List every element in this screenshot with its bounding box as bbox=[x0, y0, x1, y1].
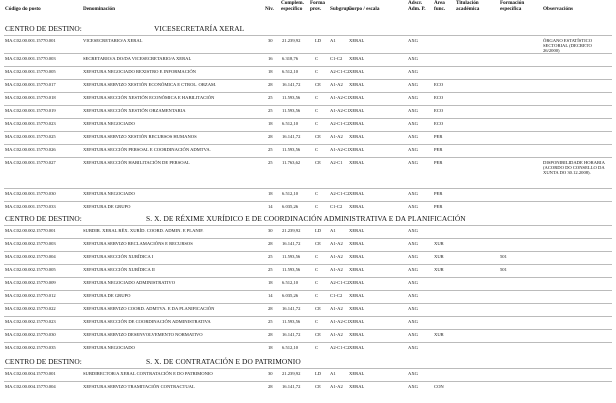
cell-name: XEFATURA SERVIZO XESTIÓN ECONÓMICA E CTROL. ORZAM. bbox=[83, 82, 217, 87]
cell-niv: 25 bbox=[268, 108, 273, 113]
column-header-form: Formación específica bbox=[500, 0, 525, 12]
cell-sub: A2-C1-C2 bbox=[330, 191, 350, 196]
cell-adscr: AXG bbox=[408, 293, 418, 298]
column-header-tit: Titulación académica bbox=[456, 0, 480, 12]
cell-adscr: AXG bbox=[408, 267, 418, 272]
cell-code: MA.C02.00.001.15770.001 bbox=[5, 38, 56, 43]
cell-code: MA.C02.00.002.15770.035 bbox=[5, 345, 56, 350]
cell-niv: 16 bbox=[268, 56, 273, 61]
section-title bbox=[4, 355, 612, 368]
cell-corpo: XERAL bbox=[349, 108, 365, 113]
cell-comp: 6.035,26 bbox=[282, 204, 299, 209]
table-row bbox=[4, 303, 612, 316]
cell-niv: 30 bbox=[268, 38, 273, 43]
cell-adscr: AXG bbox=[408, 371, 418, 376]
cell-name: XEFATURA SECCIÓN XURÍDICA II bbox=[83, 267, 155, 272]
cell-sub: A1-A2 bbox=[330, 134, 343, 139]
column-header-comp: Complem. específico bbox=[281, 0, 304, 12]
cell-area: ECO bbox=[434, 82, 444, 87]
cell-corpo: XERAL bbox=[349, 95, 365, 100]
cell-forma: CE bbox=[315, 241, 321, 246]
cell-sub: A1-A2 bbox=[330, 306, 343, 311]
cell-form: 501 bbox=[500, 254, 507, 259]
cell-code: MA.C02.00.001.15770.005 bbox=[5, 69, 56, 74]
cell-forma: CE bbox=[315, 332, 321, 337]
cell-forma: CE bbox=[315, 134, 321, 139]
section-title bbox=[4, 22, 612, 35]
section-name: S. X. DE RÉXIME XURÍDICO E DE COORDINACIÓN ADMINISTRATIVA E DA PLANIFICACIÓN bbox=[146, 214, 466, 223]
cell-forma: C bbox=[315, 147, 319, 152]
cell-obs: ÓRGANO ESTATÍSTICO SECTORIAL (DECRETO 26/2000) bbox=[543, 38, 593, 53]
cell-sub: A1 bbox=[330, 228, 336, 233]
cell-niv: 25 bbox=[268, 147, 273, 152]
cell-area: ECO bbox=[434, 121, 444, 126]
cell-code: MA.C02.00.004.15770.004 bbox=[5, 384, 56, 389]
cell-comp: 6.512,10 bbox=[282, 69, 299, 74]
cell-corpo: XERAL bbox=[349, 267, 365, 272]
cell-corpo: XERAL bbox=[349, 147, 365, 152]
cell-comp: 11.593,56 bbox=[282, 254, 301, 259]
table-row bbox=[4, 329, 612, 342]
cell-code: MA.C02.00.001.15770.030 bbox=[5, 191, 56, 196]
cell-code: MA.C02.00.001.15770.023 bbox=[5, 121, 56, 126]
cell-code: MA.C02.00.002.15770.009 bbox=[5, 280, 56, 285]
cell-area: XUR bbox=[434, 332, 444, 337]
table-row bbox=[4, 368, 612, 381]
cell-corpo: XERAL bbox=[349, 204, 365, 209]
cell-code: MA.C02.00.001.15770.026 bbox=[5, 147, 56, 152]
cell-adscr: AXG bbox=[408, 147, 418, 152]
table-row bbox=[4, 264, 612, 277]
cell-code: MA.C02.00.001.15770.027 bbox=[5, 160, 56, 165]
cell-adscr: AXG bbox=[408, 108, 418, 113]
cell-forma: C bbox=[315, 254, 319, 259]
cell-niv: 18 bbox=[268, 69, 273, 74]
cell-name: XEFATURA SERVIZO COORD. ADMTVA. E DA PLANIFICACIÓN bbox=[83, 306, 215, 311]
column-header-area: Área func. bbox=[434, 0, 446, 12]
cell-name: XEFATURA SECCIÓN XESTIÓN ORZAMENTARIA bbox=[83, 108, 186, 113]
cell-niv: 14 bbox=[268, 293, 273, 298]
cell-corpo: XERAL bbox=[349, 371, 365, 376]
cell-adscr: AXG bbox=[408, 280, 418, 285]
cell-name: XEFATURA NEGOCIADO bbox=[83, 345, 135, 350]
cell-adscr: AXG bbox=[408, 204, 418, 209]
cell-sub: A1-A2 bbox=[330, 384, 343, 389]
cell-forma: CE bbox=[315, 160, 321, 165]
table-row bbox=[4, 157, 612, 188]
cell-corpo: XERAL bbox=[349, 345, 365, 350]
section-name: S. X. DE CONTRATACIÓN E DO PATRIMONIO bbox=[146, 357, 301, 366]
cell-corpo: XERAL bbox=[349, 38, 365, 43]
cell-adscr: AXG bbox=[408, 191, 418, 196]
cell-name: XEFATURA SECCIÓN PERSOAL E COORDINACIÓN ADMTVA. bbox=[83, 147, 211, 152]
column-header-forma: Forma prov. bbox=[310, 0, 325, 12]
cell-comp: 6.318,76 bbox=[282, 56, 299, 61]
column-header-adscr: Adscr. Adm. P. bbox=[408, 0, 426, 12]
cell-adscr: AXG bbox=[408, 95, 418, 100]
cell-adscr: AXG bbox=[408, 332, 418, 337]
cell-sub: A2-C1 bbox=[330, 160, 343, 165]
cell-comp: 16.141,72 bbox=[282, 306, 301, 311]
section-label: CENTRO DE DESTINO: bbox=[5, 214, 82, 223]
cell-code: MA.C02.00.001.15770.033 bbox=[5, 204, 56, 209]
cell-niv: 28 bbox=[268, 384, 273, 389]
cell-corpo: XERAL bbox=[349, 56, 365, 61]
cell-corpo: XERAL bbox=[349, 228, 365, 233]
column-header-obs: Observacións bbox=[543, 6, 573, 12]
cell-area: PER bbox=[434, 134, 443, 139]
cell-corpo: XERAL bbox=[349, 280, 365, 285]
cell-corpo: XERAL bbox=[349, 241, 365, 246]
cell-comp: 16.141,72 bbox=[282, 82, 301, 87]
cell-adscr: AXG bbox=[408, 38, 418, 43]
cell-corpo: XERAL bbox=[349, 160, 365, 165]
cell-corpo: XERAL bbox=[349, 82, 365, 87]
cell-corpo: XERAL bbox=[349, 134, 365, 139]
cell-sub: A2-C1-C2 bbox=[330, 69, 350, 74]
cell-name: XEFATURA SERVIZO TRAMITACIÓN CONTRACTUAL bbox=[83, 384, 195, 389]
cell-niv: 18 bbox=[268, 121, 273, 126]
cell-name: XEFATURA NEGOCIADO REXISTRO E INFORMACIÓN bbox=[83, 69, 196, 74]
cell-corpo: XERAL bbox=[349, 191, 365, 196]
cell-niv: 25 bbox=[268, 95, 273, 100]
cell-area: ECO bbox=[434, 95, 444, 100]
cell-sub: A1-A2-C1 bbox=[330, 95, 350, 100]
cell-comp: 6.512,10 bbox=[282, 280, 299, 285]
cell-name: XEFATURA SECCIÓN HABILITACIÓN DE PERSOAL bbox=[83, 160, 190, 165]
cell-forma: LD bbox=[315, 371, 322, 376]
cell-sub: C1-C2 bbox=[330, 293, 343, 298]
cell-adscr: AXG bbox=[408, 254, 418, 259]
cell-code: MA.C02.00.002.15770.005 bbox=[5, 267, 56, 272]
cell-forma: C bbox=[315, 191, 319, 196]
cell-sub: C1-C2 bbox=[330, 204, 343, 209]
section-title bbox=[4, 212, 612, 225]
cell-name: SUBDIRECTOR/A XERAL CONTRATACIÓN E DO PATRIMONIO bbox=[83, 371, 213, 376]
cell-code: MA.C02.00.004.15770.001 bbox=[5, 371, 56, 376]
cell-name: XEFATURA NEGOCIADO bbox=[83, 191, 135, 196]
cell-niv: 28 bbox=[268, 332, 273, 337]
cell-forma: C bbox=[315, 121, 319, 126]
cell-niv: 28 bbox=[268, 306, 273, 311]
cell-name: XEFATURA SECCIÓN XESTIÓN ECONÓMICA E HABILITACIÓN bbox=[83, 95, 215, 100]
cell-forma: CE bbox=[315, 384, 321, 389]
column-header-corpo: Corpo / escala bbox=[348, 6, 380, 12]
cell-niv: 18 bbox=[268, 280, 273, 285]
column-header-code: Código do posto bbox=[5, 6, 41, 12]
cell-corpo: XERAL bbox=[349, 254, 365, 259]
cell-corpo: XERAL bbox=[349, 332, 365, 337]
cell-adscr: AXG bbox=[408, 241, 418, 246]
cell-forma: C bbox=[315, 56, 319, 61]
cell-forma: C bbox=[315, 95, 319, 100]
cell-code: MA.C02.00.002.15770.001 bbox=[5, 228, 56, 233]
column-header-name: Denominación bbox=[83, 6, 115, 12]
cell-name: XEFATURA NEGOCIADO bbox=[83, 121, 135, 126]
cell-comp: 21.239,92 bbox=[282, 38, 301, 43]
cell-comp: 11.593,56 bbox=[282, 95, 301, 100]
cell-comp: 6.035,26 bbox=[282, 293, 299, 298]
cell-niv: 30 bbox=[268, 371, 273, 376]
cell-adscr: AXG bbox=[408, 134, 418, 139]
cell-forma: LD bbox=[315, 228, 322, 233]
cell-obs: DISPONIBILIDADE HORARIA (ACORDO DO CONSELLO DA XUNTA DO 30.12.2008). bbox=[543, 160, 605, 175]
cell-comp: 21.239,92 bbox=[282, 228, 301, 233]
cell-forma: C bbox=[315, 204, 319, 209]
cell-name: XEFATURA SECCIÓN XURÍDICA I bbox=[83, 254, 154, 259]
cell-comp: 11.593,56 bbox=[282, 267, 301, 272]
cell-area: PER bbox=[434, 191, 443, 196]
table-row bbox=[4, 35, 612, 53]
section-label: CENTRO DE DESTINO: bbox=[5, 357, 82, 366]
cell-sub: A1-A2-C1 bbox=[330, 108, 350, 113]
cell-niv: 18 bbox=[268, 191, 273, 196]
table-row bbox=[4, 290, 612, 303]
cell-form: 501 bbox=[500, 267, 507, 272]
cell-comp: 11.763,62 bbox=[282, 160, 301, 165]
cell-sub: A2-C1-C2 bbox=[330, 280, 350, 285]
cell-sub: A1-A2-C1 bbox=[330, 319, 350, 324]
table-row bbox=[4, 66, 612, 79]
table-row bbox=[4, 381, 612, 394]
cell-code: MA.C02.00.002.15770.023 bbox=[5, 319, 56, 324]
cell-code: MA.C02.00.001.15770.019 bbox=[5, 108, 56, 113]
table-row bbox=[4, 342, 612, 355]
cell-sub: A1-A2 bbox=[330, 82, 343, 87]
cell-code: MA.C02.00.002.15770.004 bbox=[5, 254, 56, 259]
destination-section bbox=[4, 22, 612, 212]
cell-adscr: AXG bbox=[408, 69, 418, 74]
cell-forma: LD bbox=[315, 38, 322, 43]
cell-adscr: AXG bbox=[408, 121, 418, 126]
cell-area: XUR bbox=[434, 241, 444, 246]
cell-niv: 18 bbox=[268, 345, 273, 350]
cell-adscr: AXG bbox=[408, 82, 418, 87]
destination-section bbox=[4, 212, 612, 355]
cell-comp: 6.512,10 bbox=[282, 191, 299, 196]
section-name: VICESECRETARÍA XERAL bbox=[154, 24, 245, 33]
cell-niv: 28 bbox=[268, 82, 273, 87]
cell-comp: 16.141,72 bbox=[282, 384, 301, 389]
table-row bbox=[4, 316, 612, 329]
cell-name: XEFATURA NEGOCIADO ADMINISTRATIVO bbox=[83, 280, 176, 285]
cell-comp: 11.593,56 bbox=[282, 147, 301, 152]
cell-adscr: AXG bbox=[408, 384, 418, 389]
cell-area: PER bbox=[434, 204, 443, 209]
column-header-row bbox=[4, 0, 612, 22]
cell-name: XEFATURA SECCIÓN DE COORDINACIÓN ADMINISTRATIVA bbox=[83, 319, 211, 324]
cell-name: XEFATURA DE GRUPO bbox=[83, 204, 131, 209]
cell-sub: A1-A2 bbox=[330, 241, 343, 246]
cell-forma: CE bbox=[315, 306, 321, 311]
cell-name: SUBDIR. XERAL RÉX. XURÍD. COORD. ADMIN. E PLANIF. bbox=[83, 228, 204, 233]
cell-adscr: AXG bbox=[408, 228, 418, 233]
cell-comp: 21.239,92 bbox=[282, 371, 301, 376]
cell-area: PER bbox=[434, 147, 443, 152]
table-row bbox=[4, 144, 612, 157]
cell-sub: A1-A2 bbox=[330, 267, 343, 272]
cell-adscr: AXG bbox=[408, 345, 418, 350]
cell-name: XEFATURA SERVIZO RECLAMACIÓNS E RECURSOS bbox=[83, 241, 193, 246]
cell-niv: 14 bbox=[268, 204, 273, 209]
cell-name: VICESECRETARIO/A XERAL bbox=[83, 38, 143, 43]
table-row bbox=[4, 188, 612, 201]
cell-code: MA.C02.00.002.15770.030 bbox=[5, 332, 56, 337]
cell-forma: C bbox=[315, 345, 319, 350]
cell-name: XEFATURA DE GRUPO bbox=[83, 293, 131, 298]
cell-adscr: AXG bbox=[408, 56, 418, 61]
cell-forma: C bbox=[315, 280, 319, 285]
cell-niv: 25 bbox=[268, 319, 273, 324]
sections-container bbox=[4, 22, 612, 394]
table-row bbox=[4, 277, 612, 290]
cell-comp: 6.512,10 bbox=[282, 345, 299, 350]
table-row bbox=[4, 53, 612, 66]
cell-area: CON bbox=[434, 384, 444, 389]
cell-forma: C bbox=[315, 293, 319, 298]
cell-name: XEFATURA SERVIZO DESENVOLVEMENTO NORMATIVO bbox=[83, 332, 203, 337]
table-row bbox=[4, 238, 612, 251]
table-row bbox=[4, 79, 612, 92]
cell-forma: C bbox=[315, 108, 319, 113]
cell-sub: A2-C1-C2 bbox=[330, 121, 350, 126]
table-row bbox=[4, 118, 612, 131]
cell-comp: 11.593,56 bbox=[282, 319, 301, 324]
cell-niv: 28 bbox=[268, 134, 273, 139]
cell-niv: 25 bbox=[268, 267, 273, 272]
cell-area: ECO bbox=[434, 108, 444, 113]
cell-forma: C bbox=[315, 319, 319, 324]
cell-comp: 6.512,10 bbox=[282, 121, 299, 126]
cell-corpo: XERAL bbox=[349, 121, 365, 126]
table-row bbox=[4, 225, 612, 238]
table-row bbox=[4, 201, 612, 212]
column-header-niv: Niv. bbox=[265, 6, 274, 12]
document-page bbox=[4, 0, 612, 394]
cell-forma: C bbox=[315, 267, 319, 272]
cell-name: SECRETARIO/A DO/DA VICESECRETARIO/A XERAL bbox=[83, 56, 192, 61]
cell-corpo: XERAL bbox=[349, 69, 365, 74]
column-header-sub: Subgrupo bbox=[330, 6, 352, 12]
cell-adscr: AXG bbox=[408, 306, 418, 311]
table-row bbox=[4, 131, 612, 144]
cell-code: MA.C02.00.002.15770.012 bbox=[5, 293, 56, 298]
cell-niv: 30 bbox=[268, 228, 273, 233]
cell-comp: 16.141,72 bbox=[282, 134, 301, 139]
cell-comp: 16.141,72 bbox=[282, 332, 301, 337]
cell-code: MA.C02.00.002.15770.022 bbox=[5, 306, 56, 311]
table-row bbox=[4, 92, 612, 105]
cell-comp: 16.141,72 bbox=[282, 241, 301, 246]
cell-code: MA.C02.00.001.15770.017 bbox=[5, 82, 56, 87]
cell-corpo: XERAL bbox=[349, 319, 365, 324]
cell-adscr: AXG bbox=[408, 319, 418, 324]
cell-comp: 11.593,56 bbox=[282, 108, 301, 113]
cell-area: XUR bbox=[434, 254, 444, 259]
cell-area: PER bbox=[434, 160, 443, 165]
cell-code: MA.C02.00.001.15770.018 bbox=[5, 95, 56, 100]
cell-sub: A1 bbox=[330, 38, 336, 43]
cell-corpo: XERAL bbox=[349, 306, 365, 311]
cell-code: MA.C02.00.001.15770.003 bbox=[5, 56, 56, 61]
cell-sub: A1-A2 bbox=[330, 254, 343, 259]
cell-niv: 28 bbox=[268, 241, 273, 246]
cell-sub: C1-C2 bbox=[330, 56, 343, 61]
cell-code: MA.C02.00.001.15770.025 bbox=[5, 134, 56, 139]
destination-section bbox=[4, 355, 612, 394]
table-row bbox=[4, 251, 612, 264]
cell-corpo: XERAL bbox=[349, 384, 365, 389]
cell-niv: 25 bbox=[268, 160, 273, 165]
cell-sub: A1 bbox=[330, 371, 336, 376]
cell-forma: C bbox=[315, 69, 319, 74]
cell-sub: A1-A2-C1 bbox=[330, 147, 350, 152]
cell-code: MA.C02.00.002.15770.003 bbox=[5, 241, 56, 246]
cell-adscr: AXG bbox=[408, 160, 418, 165]
section-label: CENTRO DE DESTINO: bbox=[5, 24, 82, 33]
cell-name: XEFATURA SERVIZO XESTIÓN RECURSOS HUMANOS bbox=[83, 134, 197, 139]
cell-area: XUR bbox=[434, 267, 444, 272]
cell-corpo: XERAL bbox=[349, 293, 365, 298]
table-row bbox=[4, 105, 612, 118]
cell-sub: A1-A2 bbox=[330, 332, 343, 337]
cell-niv: 25 bbox=[268, 254, 273, 259]
cell-forma: CE bbox=[315, 82, 321, 87]
cell-sub: A2-C1-C2 bbox=[330, 345, 350, 350]
